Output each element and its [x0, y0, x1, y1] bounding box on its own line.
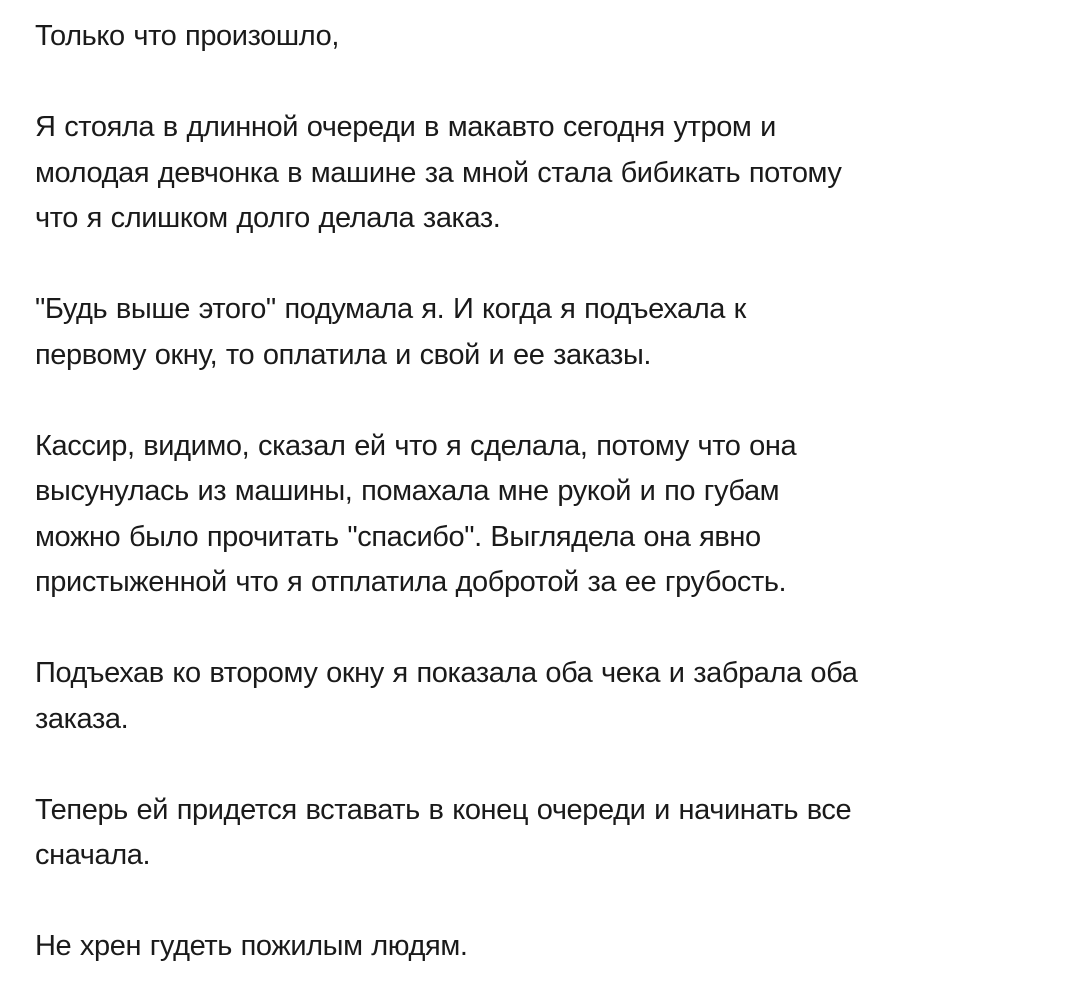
text-line: молодая девчонка в машине за мной стала бибикать потому: [35, 156, 842, 189]
paragraph-decision: [35, 287, 1065, 378]
paragraph-consequence: [35, 788, 1065, 879]
paragraph-cashier: [35, 424, 1065, 606]
text-line: Подъехав ко второму окну я показала оба чека и забрала оба: [35, 657, 858, 689]
text-line: "Будь выше этого" подумала я. И когда я подъехала к: [35, 293, 746, 325]
text-line: Теперь ей придется вставать в конец очереди и начинать все: [35, 793, 852, 826]
text-line: можно было прочитать "спасибо". Выглядела она явно: [35, 520, 761, 553]
text-line: Только что произошло,: [35, 20, 339, 52]
text-line: заказа.: [35, 702, 129, 735]
text-line: Не хрен гудеть пожилым людям.: [35, 930, 468, 962]
document-body: [35, 14, 1065, 970]
paragraph-conclusion: [35, 924, 1065, 970]
text-line: высунулась из машины, помахала мне рукой и по губам: [35, 475, 780, 507]
text-line: что я слишком долго делала заказ.: [35, 202, 501, 234]
text-line: пристыженной что я отплатила добротой за ее грубость.: [35, 566, 787, 598]
text-line: первому окну, то оплатила и свой и ее заказы.: [35, 338, 652, 371]
paragraph-second-window: [35, 651, 1065, 742]
text-line: Я стояла в длинной очереди в макавто сегодня утром и: [35, 111, 776, 143]
text-line: Кассир, видимо, сказал ей что я сделала, потому что она: [35, 429, 797, 462]
paragraph-intro: [35, 14, 1065, 60]
text-line: сначала.: [35, 839, 151, 871]
paragraph-queue: [35, 105, 1065, 242]
